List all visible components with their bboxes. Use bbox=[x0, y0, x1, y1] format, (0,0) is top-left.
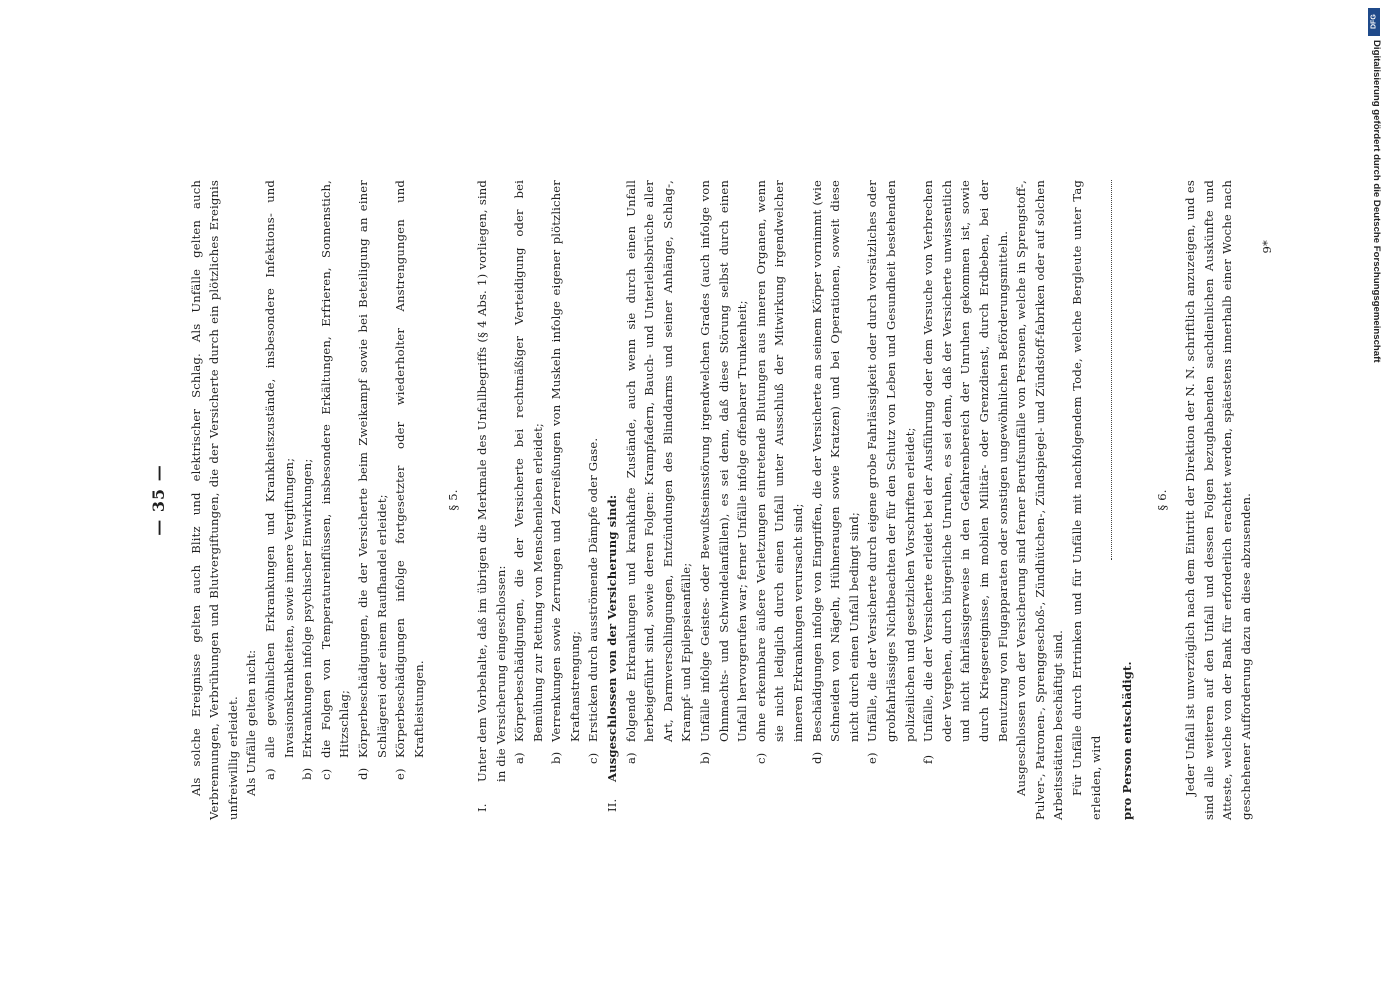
funding-note: Digitalisierung gefördert durch die Deutsche Forschungsgemeinschaft bbox=[1371, 40, 1382, 363]
list-item bbox=[510, 180, 547, 764]
page-number: — 35 — bbox=[149, 464, 168, 536]
drowning-paragraph: Für Unfälle durch Ertrinken und für Unfälle mit nachfolgendem Tode, welche Bergleute unter Tag erleiden, wird bbox=[1069, 180, 1103, 820]
list-item bbox=[354, 180, 391, 780]
item-text: ohne erkennbare äußere Verletzungen eintretende Blutungen aus inneren Organen, wenn sie nicht lediglich durch einen Unfall unter Ausschluß der Mitwirkung irgendwelcher inneren Erkrankungen verursacht sind; bbox=[753, 180, 805, 742]
item-text: Beschädigungen infolge von Eingriffen, die der Versicherte an seinem Körper vornimmt (wie Schneiden von Nägeln, Hühneraugen sowie Kratzen) und bei Operationen, soweit diese nicht durch einen Unfall bedingt sind; bbox=[809, 180, 861, 742]
item-text: Unfälle, die der Versicherte erleidet bei der Ausführung oder dem Versuche von Verbrechen oder Vergehen, durch bürgerliche Unruhen, es sei denn, daß der Versicherte unwissentlich und nicht fahrlässigerweise in den Gefahrenbereich der Unruhen gekommen ist, sowie durch Kriegsereignisse, im mobilen Militär- oder Grenzdienst, durch Erdbeben, bei der Benutzung von Flugapparaten oder sonstigen ungewöhnlichen Beförderungsmitteln. bbox=[921, 180, 1010, 742]
item-label: a) bbox=[262, 768, 277, 780]
section-heading-6: § 6. bbox=[1154, 489, 1169, 511]
list-item bbox=[298, 180, 317, 780]
item-label: d) bbox=[355, 767, 370, 780]
item-text: Erkrankungen infolge psychischer Einwirkungen; bbox=[300, 458, 315, 758]
item-text: Ersticken durch ausströmende Dämpfe oder Gase. bbox=[586, 437, 601, 742]
item-text: Körperbeschädigungen infolge fortgesetzter oder wiederholter Anstrengungen und Kraftleistungen. bbox=[393, 180, 426, 758]
list-item bbox=[547, 180, 584, 764]
item-text: Körperbeschädigungen, die der Versicherte bei rechtmäßiger Verteidigung oder bei Bemühung zur Rettung von Menschenleben erleidet; bbox=[512, 180, 545, 742]
item-label: d) bbox=[809, 751, 824, 764]
section5-part2 bbox=[603, 180, 622, 812]
not-accidents-intro: Als Unfälle gelten nicht: bbox=[244, 649, 259, 796]
item-text: Unfälle, die der Versicherte durch eigene grobe Fahrlässigkeit oder durch vorsätzliches oder grobfahrlässiges Nichtbeachten der für den Schutz von Leben und Gesundheit bestehenden polizeilichen und gesetzlichen Vorschriften erleidet; bbox=[865, 180, 917, 742]
item-label: e) bbox=[393, 768, 408, 780]
item-label: a) bbox=[512, 752, 527, 764]
list-item bbox=[317, 180, 354, 780]
part-label: I. bbox=[474, 803, 489, 812]
scanned-page bbox=[149, 180, 1274, 820]
dfg-logo: DFG bbox=[1368, 8, 1380, 36]
item-label: b) bbox=[300, 767, 315, 780]
closing-paragraph: Ausgeschlossen von der Versicherung sind ferner Berufsunfälle von Personen, welche in Sprengstoff-, Pulver-, Patronen-, Sprenggeschoß-, Zündhütchen-, Zündspiegel- und Zündstoff-fabriken oder auf solchen Arbeitsstätten beschäftigt sind. bbox=[1014, 180, 1066, 820]
item-text: Unfälle infolge Geistes- oder Bewußtseinsstörung irgendwelchen Grades (auch infolge von Ohnmachts- und Schwindelanfällen), es sei denn, daß diese Störung selbst durch einen Unfall hervorgerufen war; ferner Unfälle infolge offenbarer Trunkenheit; bbox=[698, 180, 750, 742]
item-text: folgende Erkrankungen und krankhafte Zustände, auch wenn sie durch einen Unfall herbeigeführt sind, sowie deren Folgen: Krampfadern, Bauch- und Unterleibsbrüche aller Art, Darmverschlingungen, Entzündungen des Blinddarms und seiner Anhänge, Schlag-, Krampf- und Epilepsieanfälle; bbox=[623, 180, 694, 742]
item-text: Verrenkungen sowie Zerrungen und Zerreißungen von Muskeln infolge eigener plötzlicher Kraftanstrengung; bbox=[549, 180, 582, 742]
item-label: b) bbox=[549, 751, 564, 764]
list-item bbox=[919, 180, 1012, 764]
signature-mark: 9* bbox=[1259, 240, 1274, 254]
item-label: b) bbox=[698, 751, 713, 764]
section-heading-5: § 5. bbox=[446, 489, 461, 511]
item-label: c) bbox=[753, 752, 768, 764]
fill-in-line bbox=[1111, 180, 1112, 560]
list-item bbox=[261, 180, 298, 780]
list-item bbox=[391, 180, 428, 780]
list-item bbox=[584, 180, 603, 764]
list-item bbox=[696, 180, 752, 764]
item-label: f) bbox=[921, 754, 936, 764]
part-text: Ausgeschlossen von der Versicherung sind: bbox=[605, 494, 620, 782]
list-item bbox=[863, 180, 919, 764]
list-item bbox=[752, 180, 808, 764]
item-text: die Folgen von Temperatureinflüssen, insbesondere Erkältungen, Erfrieren, Sonnenstich, Hitzschlag; bbox=[318, 180, 352, 758]
item-label: e) bbox=[865, 752, 880, 764]
item-label: a) bbox=[623, 752, 638, 764]
compensation-line: pro Person entschädigt. bbox=[1120, 661, 1135, 820]
part-label: II. bbox=[605, 798, 620, 812]
item-label: c) bbox=[318, 768, 333, 780]
item-text: Körperbeschädigungen, die der Versicherte beim Zweikampf sowie bei Beteiligung an einer Schlägerei oder einem Raufhandel erleidet; bbox=[355, 180, 389, 758]
section5-part1 bbox=[473, 180, 510, 812]
list-item bbox=[622, 180, 696, 764]
list-item bbox=[808, 180, 864, 764]
section6-paragraph: Jeder Unfall ist unverzüglich nach dem Eintritt der Direktion der N. N. schriftlich anzuzeigen, und es sind alle weiteren auf den Unfall und dessen Folgen bezughabenden sachdienlichen Auskünfte und Atteste, welche von der Bank für erforderlich erachtet werden, spätestens innerhalb einer Woche nach geschehener Aufforderung dazu an diese abzusenden. bbox=[1183, 180, 1254, 820]
item-text: alle gewöhnlichen Erkrankungen und Krankheitszustände, insbesondere Infektions- und Invasionskrankheiten, sowie innere Vergiftungen; bbox=[262, 180, 296, 758]
item-label: c) bbox=[586, 752, 601, 764]
opening-paragraph: Als solche Ereignisse gelten auch Blitz und elektrischer Schlag. Als Unfälle gelten auch Verbrennungen, Verbrühungen und Blutvergiftungen, die der Versicherte durch ein plötzliches Ereignis unfreiwillig erleidet. bbox=[188, 180, 240, 820]
part-text: Unter dem Vorbehalte, daß im übrigen die Merkmale des Unfallbegriffs (§ 4 Abs. 1) vorliegen, sind in die Versicherung eingeschlossen: bbox=[474, 180, 508, 782]
